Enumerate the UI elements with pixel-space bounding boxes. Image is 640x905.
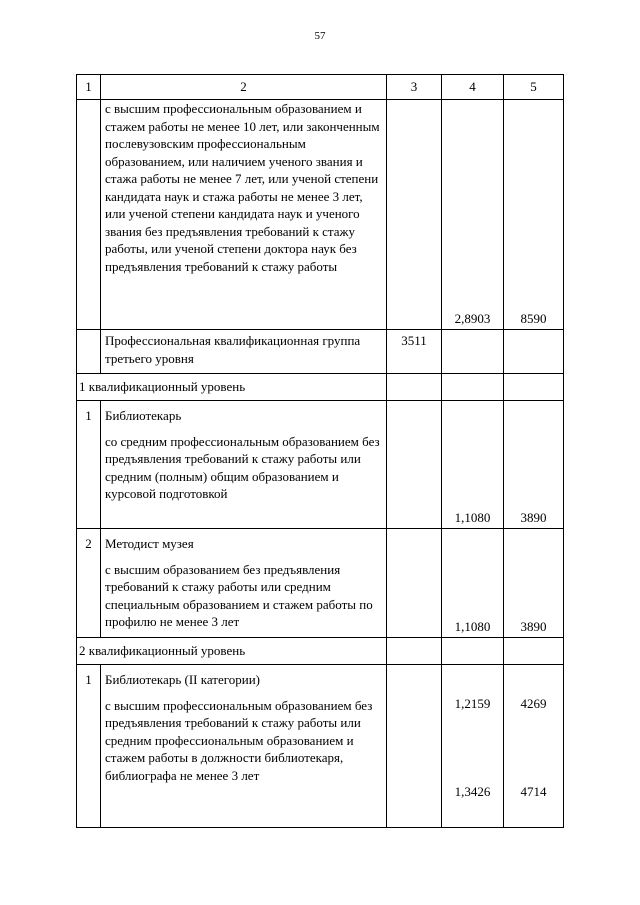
- position-name: Библиотекарь (II категории): [105, 672, 260, 687]
- coefficient-value: 1,2159: [454, 696, 491, 711]
- header-col-1: 1: [77, 75, 101, 100]
- salary-value: 3890: [504, 401, 564, 529]
- table-row: [77, 638, 564, 665]
- header-col-4: 4: [442, 75, 504, 100]
- coefficient-value: 1,3426: [454, 783, 491, 799]
- table-row: [77, 100, 564, 330]
- level-title: 1 квалификационный уровень: [77, 374, 387, 401]
- coefficient-value: 2,8903: [442, 100, 504, 330]
- table-row: [77, 374, 564, 401]
- page-number: 57: [314, 30, 326, 42]
- salary-value: 4269: [520, 696, 547, 711]
- salary-value: 3890: [504, 529, 564, 638]
- requirements-text: с высшим профессиональным образованием и стажем работы не менее 10 лет, или законченным послевузовским профессиональным образованием, или наличием ученого звания и стажа работы не менее 7 лет, или ученой степени кандидата наук и стажа работы не менее 3 лет, или ученой степени кандидата наук и ученого звания без предъявления требований к стажу работы, или ученой степени доктора наук без предъявления требований к стажу работы: [105, 101, 380, 274]
- row-number: 2: [77, 529, 101, 638]
- table-row: [77, 330, 564, 374]
- position-name: Библиотекарь: [105, 408, 182, 423]
- level-title: 2 квалификационный уровень: [77, 638, 387, 665]
- table-row: [77, 665, 564, 828]
- requirements-text: с высшим профессиональным образованием без предъявления требований к стажу работы или средним профессиональным образованием и стажем работы в должности библиотекаря, библиографа не менее 3 лет: [105, 697, 373, 783]
- requirements-text: с высшим образованием без предъявления требований к стажу работы или средним специальным образованием и стажем работы по профилю не менее 3 лет: [105, 561, 373, 629]
- row-number: 1: [77, 401, 101, 529]
- coefficient-value: 1,1080: [442, 401, 504, 529]
- requirements-text: со средним профессиональным образованием без предъявления требований к стажу работы или средним (полным) общим образованием и курсовой подготовкой: [105, 433, 380, 501]
- table-row: [77, 401, 564, 529]
- salary-table: [76, 74, 564, 828]
- salary-value: 4714: [520, 783, 547, 799]
- group-name: Профессиональная квалификационная группа третьего уровня: [105, 333, 361, 366]
- group-code: 3511: [387, 330, 442, 374]
- row-number: 1: [77, 665, 101, 828]
- position-name: Методист музея: [105, 536, 194, 551]
- table-row: [77, 529, 564, 638]
- table-header-row: [77, 75, 564, 100]
- coefficient-value: 1,1080: [442, 529, 504, 638]
- salary-value: 8590: [504, 100, 564, 330]
- header-col-5: 5: [504, 75, 564, 100]
- header-col-3: 3: [387, 75, 442, 100]
- header-col-2: 2: [101, 75, 387, 100]
